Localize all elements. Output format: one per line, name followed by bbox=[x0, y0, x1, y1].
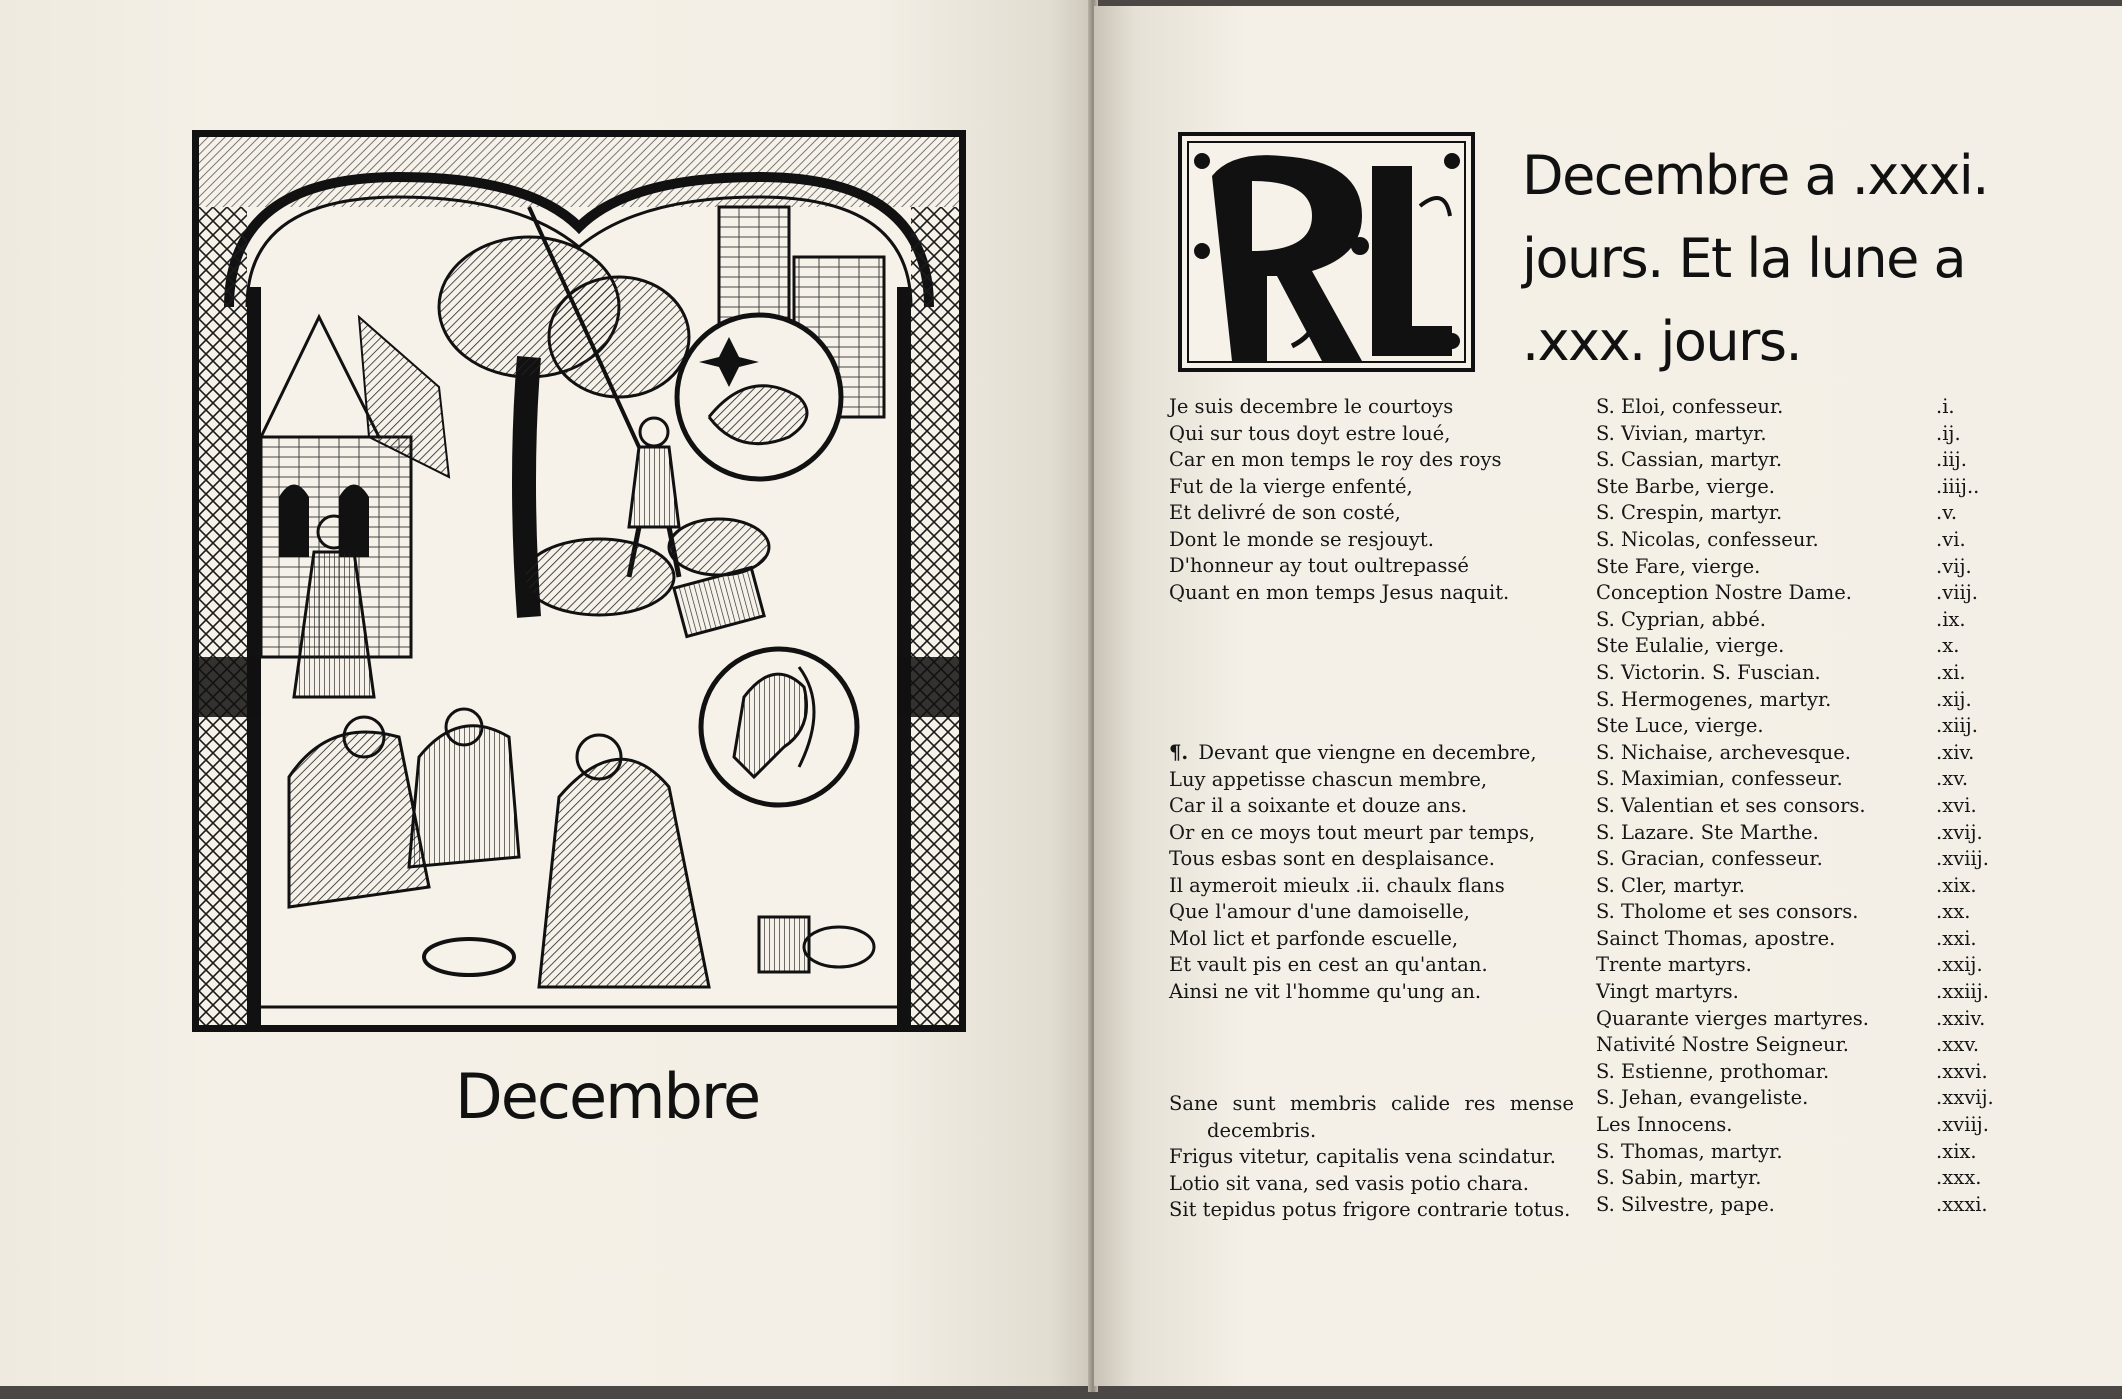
heading-line: Decembre a .xxxi. bbox=[1522, 144, 1988, 207]
initial-rl-drawing bbox=[1182, 136, 1471, 368]
saint-name: Les Innocens. bbox=[1596, 1113, 1733, 1137]
french-poem-stanza-2 bbox=[1169, 740, 1589, 1005]
calendar-row bbox=[1596, 421, 1996, 448]
saint-name: S. Cassian, martyr. bbox=[1596, 448, 1783, 472]
saint-name: S. Nichaise, archevesque. bbox=[1596, 740, 1851, 764]
calendar-row bbox=[1596, 873, 1996, 900]
calendar-row bbox=[1596, 580, 1996, 607]
day-numeral: .xi. bbox=[1936, 660, 1966, 684]
calendar-row bbox=[1596, 447, 1996, 474]
heading-line: jours. Et la lune a bbox=[1522, 227, 1966, 290]
woodcut-illustration bbox=[192, 130, 966, 1032]
calendar-row bbox=[1596, 820, 1996, 847]
poem-line: Dont le monde se resjouyt. bbox=[1169, 527, 1434, 551]
calendar-row bbox=[1596, 687, 1996, 714]
saint-name: S. Hermogenes, martyr. bbox=[1596, 687, 1832, 711]
day-numeral: .x. bbox=[1936, 634, 1960, 658]
poem-line: Qui sur tous doyt estre loué, bbox=[1169, 421, 1451, 445]
calendar-row bbox=[1596, 1085, 1996, 1112]
calendar-row bbox=[1596, 713, 1996, 740]
decorated-initial bbox=[1178, 132, 1475, 372]
day-numeral: .xviij. bbox=[1936, 1113, 1989, 1137]
day-numeral: .xix. bbox=[1936, 873, 1977, 897]
saint-name: S. Estienne, prothomar. bbox=[1596, 1059, 1830, 1083]
day-numeral: .xiv. bbox=[1936, 740, 1975, 764]
saint-name: Ste Eulalie, vierge. bbox=[1596, 634, 1785, 658]
poem-line: Mol lict et parfonde escuelle, bbox=[1169, 926, 1459, 950]
calendar-row bbox=[1596, 527, 1996, 554]
calendar-row bbox=[1596, 1165, 1996, 1192]
latin-word: Sane bbox=[1169, 1092, 1219, 1115]
saint-name: Nativité Nostre Seigneur. bbox=[1596, 1033, 1849, 1057]
poem-line: Quant en mon temps Jesus naquit. bbox=[1169, 580, 1510, 604]
calendar-row bbox=[1596, 1139, 1996, 1166]
saint-name: Quarante vierges martyres. bbox=[1596, 1006, 1869, 1030]
calendar-row bbox=[1596, 1192, 1996, 1219]
latin-line: decembris. bbox=[1207, 1118, 1317, 1142]
latin-word: membris bbox=[1289, 1092, 1377, 1115]
day-numeral: .xxvi. bbox=[1936, 1059, 1988, 1083]
poem-line: Et delivré de son costé, bbox=[1169, 501, 1401, 524]
day-numeral: .i. bbox=[1936, 395, 1955, 418]
day-numeral: .iiij.. bbox=[1936, 474, 1980, 498]
day-numeral: .xx. bbox=[1936, 900, 1971, 924]
latin-line: Frigus vitetur, capitalis vena scindatur. bbox=[1169, 1145, 1556, 1168]
calendar-row bbox=[1596, 1059, 1996, 1086]
poem-line-text: Devant que viengne en decembre, bbox=[1198, 741, 1537, 764]
calendar-row bbox=[1596, 607, 1996, 634]
day-numeral: .xxv. bbox=[1936, 1033, 1980, 1057]
saint-name: S. Cyprian, abbé. bbox=[1596, 607, 1766, 631]
saint-name: S. Vivian, martyr. bbox=[1596, 421, 1767, 445]
latin-line: Sit tepidus potus frigore contrarie totus. bbox=[1169, 1198, 1571, 1221]
saint-name: S. Nicolas, confesseur. bbox=[1596, 527, 1819, 551]
saints-calendar bbox=[1596, 394, 1996, 1218]
day-numeral: .xxiv. bbox=[1936, 1006, 1986, 1030]
calendar-row bbox=[1596, 500, 1996, 527]
day-numeral: .xxiij. bbox=[1936, 980, 1989, 1004]
saint-name: Conception Nostre Dame. bbox=[1596, 581, 1852, 605]
calendar-row bbox=[1596, 1006, 1996, 1033]
poem-line: Il aymeroit mieulx .ii. chaulx flans bbox=[1169, 873, 1505, 897]
day-numeral: .xij. bbox=[1936, 687, 1972, 711]
saint-name: S. Victorin. S. Fuscian. bbox=[1596, 660, 1821, 684]
latin-word: calide bbox=[1391, 1092, 1451, 1115]
calendar-row bbox=[1596, 979, 1996, 1006]
calendar-row bbox=[1596, 394, 1996, 421]
poem-line: Et vault pis en cest an qu'antan. bbox=[1169, 953, 1488, 976]
saint-name: S. Maximian, confesseur. bbox=[1596, 767, 1843, 791]
woodcut-drawing bbox=[199, 137, 959, 1025]
saint-name: Ste Luce, vierge. bbox=[1596, 714, 1764, 738]
saint-name: S. Crespin, martyr. bbox=[1596, 501, 1783, 525]
calendar-row bbox=[1596, 766, 1996, 793]
french-poem-stanza-1 bbox=[1169, 394, 1589, 606]
latin-line bbox=[1169, 1091, 1574, 1118]
poem-line: Fut de la vierge enfenté, bbox=[1169, 474, 1413, 498]
day-numeral: .v. bbox=[1936, 501, 1958, 525]
saint-name: Ste Barbe, vierge. bbox=[1596, 474, 1775, 498]
day-numeral: .xiij. bbox=[1936, 714, 1978, 738]
poem-line: Car il a soixante et douze ans. bbox=[1169, 794, 1468, 817]
month-heading bbox=[1522, 134, 2012, 383]
day-numeral: .xxx. bbox=[1936, 1166, 1982, 1190]
day-numeral: .vij. bbox=[1936, 554, 1972, 578]
day-numeral: .xxi. bbox=[1936, 926, 1977, 950]
poem-line: Je suis decembre le courtoys bbox=[1169, 395, 1454, 418]
heading-line: .xxx. jours. bbox=[1522, 310, 1802, 373]
day-numeral: .xv. bbox=[1936, 767, 1969, 791]
day-numeral: .xxij. bbox=[1936, 953, 1983, 977]
latin-line: Lotio sit vana, sed vasis potio chara. bbox=[1169, 1171, 1530, 1195]
poem-line: Or en ce moys tout meurt par temps, bbox=[1169, 820, 1536, 844]
saint-name: S. Lazare. Ste Marthe. bbox=[1596, 820, 1819, 844]
calendar-row bbox=[1596, 633, 1996, 660]
calendar-row bbox=[1596, 846, 1996, 873]
calendar-row bbox=[1596, 660, 1996, 687]
calendar-row bbox=[1596, 899, 1996, 926]
latin-word: sunt bbox=[1232, 1092, 1276, 1115]
poem-line: D'honneur ay tout oultrepassé bbox=[1169, 554, 1469, 577]
day-numeral: .ix. bbox=[1936, 607, 1966, 631]
calendar-row bbox=[1596, 793, 1996, 820]
calendar-row bbox=[1596, 1032, 1996, 1059]
day-numeral: .xix. bbox=[1936, 1139, 1977, 1163]
day-numeral: .xvij. bbox=[1936, 820, 1983, 844]
poem-line: Ainsi ne vit l'homme qu'ung an. bbox=[1169, 979, 1482, 1003]
saint-name: S. Thomas, martyr. bbox=[1596, 1139, 1783, 1163]
poem-line: Tous esbas sont en desplaisance. bbox=[1169, 847, 1495, 870]
latin-word: res bbox=[1464, 1092, 1496, 1115]
saint-name: S. Cler, martyr. bbox=[1596, 873, 1746, 897]
poem-line: Car en mon temps le roy des roys bbox=[1169, 448, 1502, 471]
latin-word: mense bbox=[1509, 1092, 1574, 1115]
saint-name: Vingt martyrs. bbox=[1596, 980, 1739, 1004]
saint-name: Trente martyrs. bbox=[1596, 953, 1752, 977]
saint-name: S. Jehan, evangeliste. bbox=[1596, 1086, 1809, 1110]
day-numeral: .iij. bbox=[1936, 448, 1967, 472]
poem-line: Luy appetisse chascun membre, bbox=[1169, 767, 1488, 791]
month-caption: Decembre bbox=[455, 1060, 760, 1133]
poem-line bbox=[1169, 740, 1589, 767]
saint-name: S. Eloi, confesseur. bbox=[1596, 395, 1784, 418]
calendar-row bbox=[1596, 926, 1996, 953]
saint-name: S. Gracian, confesseur. bbox=[1596, 847, 1823, 871]
day-numeral: .xviij. bbox=[1936, 847, 1989, 871]
day-numeral: .xvi. bbox=[1936, 793, 1977, 817]
calendar-row bbox=[1596, 740, 1996, 767]
day-numeral: .xxxi. bbox=[1936, 1192, 1988, 1216]
saint-name: Sainct Thomas, apostre. bbox=[1596, 926, 1836, 950]
paragraph-mark: ¶. bbox=[1169, 741, 1189, 764]
saint-name: S. Silvestre, pape. bbox=[1596, 1192, 1775, 1216]
poem-line: Que l'amour d'une damoiselle, bbox=[1169, 900, 1470, 923]
saint-name: S. Sabin, martyr. bbox=[1596, 1166, 1762, 1190]
latin-verse bbox=[1169, 1091, 1579, 1224]
calendar-row bbox=[1596, 474, 1996, 501]
saint-name: S. Valentian et ses consors. bbox=[1596, 793, 1866, 817]
day-numeral: .vi. bbox=[1936, 527, 1966, 551]
day-numeral: .ij. bbox=[1936, 421, 1961, 445]
calendar-row bbox=[1596, 554, 1996, 581]
day-numeral: .viij. bbox=[1936, 581, 1978, 605]
day-numeral: .xxvij. bbox=[1936, 1086, 1994, 1110]
calendar-row bbox=[1596, 952, 1996, 979]
saint-name: S. Tholome et ses consors. bbox=[1596, 900, 1859, 924]
saint-name: Ste Fare, vierge. bbox=[1596, 554, 1761, 578]
calendar-row bbox=[1596, 1112, 1996, 1139]
